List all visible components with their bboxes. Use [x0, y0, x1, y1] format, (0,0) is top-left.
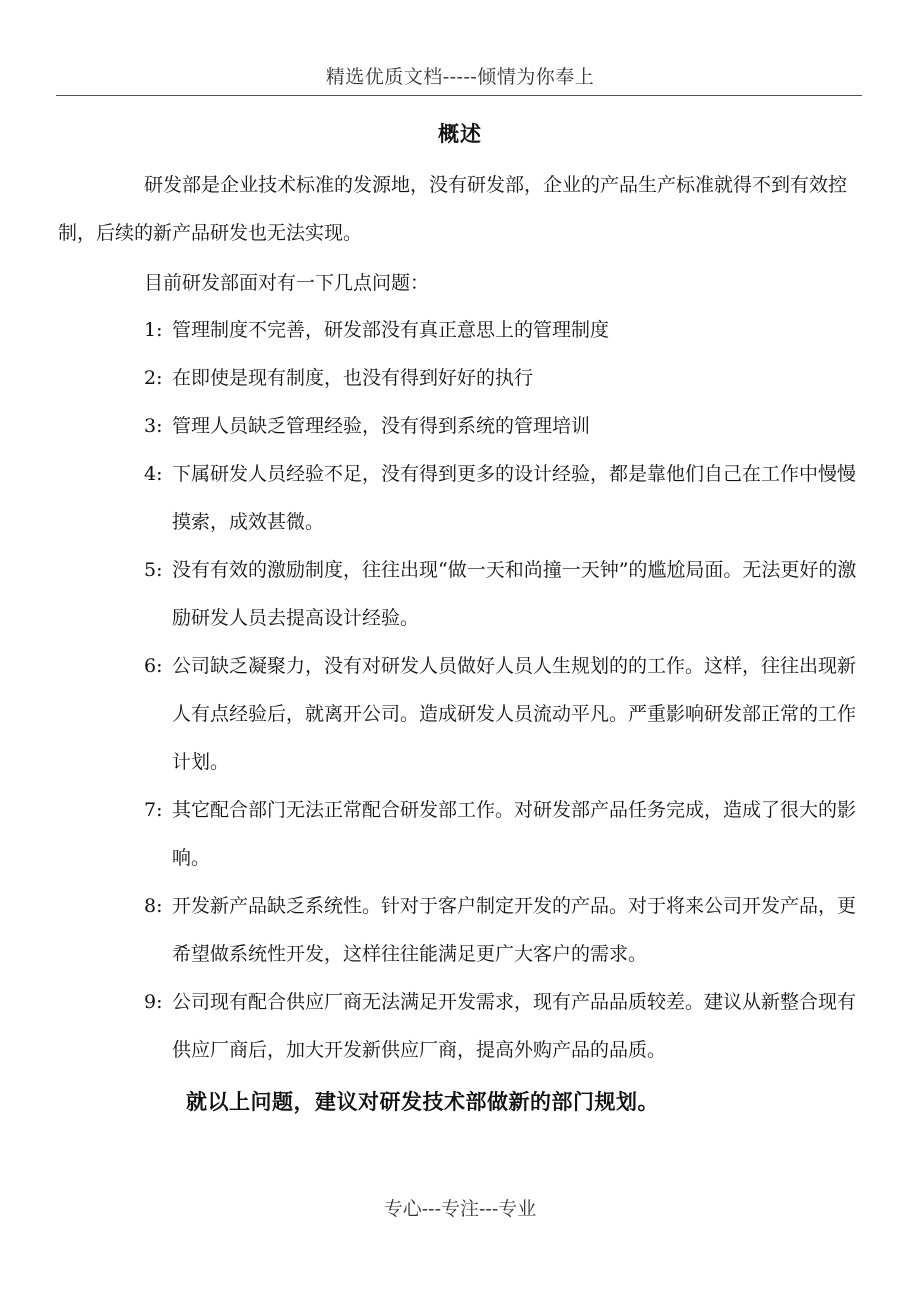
issue-item — [144, 450, 864, 546]
conclusion-statement: 就以上问题，建议对研发技术部做新的部门规划。 — [186, 1089, 659, 1114]
intro-paragraph: 研发部是企业技术标准的发源地，没有研发部，企业的产品生产标准就得不到有效控制，后续的新产品研发也无法实现。 — [58, 174, 848, 244]
page-footer: 专心---专注---专业 — [383, 1198, 537, 1220]
issue-item — [144, 306, 864, 354]
issue-text: 管理制度不完善，研发部没有真正意思上的管理制度 — [172, 319, 610, 341]
issue-text: 下属研发人员经验不足，没有得到更多的设计经验，都是靠他们自己在工作中慢慢摸索，成效甚微。 — [172, 463, 857, 533]
issue-item — [144, 402, 864, 450]
issues-heading: 目前研发部面对有一下几点问题： — [144, 272, 430, 294]
document-title: 概述 — [438, 121, 482, 146]
issue-number: 7: — [144, 799, 163, 821]
issue-number: 6: — [144, 655, 163, 677]
issue-item — [144, 978, 864, 1074]
header-divider — [56, 95, 862, 96]
issue-item — [144, 642, 864, 786]
issue-number: 8: — [144, 895, 163, 917]
issue-text: 开发新产品缺乏系统性。针对于客户制定开发的产品。对于将来公司开发产品，更希望做系统性开发，这样往往能满足更广大客户的需求。 — [172, 895, 857, 965]
issue-item — [144, 354, 864, 402]
issue-number: 9: — [144, 991, 163, 1013]
issue-number: 3: — [144, 415, 163, 437]
issue-text: 公司现有配合供应厂商无法满足开发需求，现有产品品质较差。建议从新整合现有供应厂商后，加大开发新供应厂商，提高外购产品的品质。 — [172, 991, 857, 1061]
issue-item — [144, 546, 864, 642]
issue-text: 公司缺乏凝聚力，没有对研发人员做好人员人生规划的的工作。这样，往往出现新人有点经验后，就离开公司。造成研发人员流动平凡。严重影响研发部正常的工作计划。 — [172, 655, 857, 773]
issue-text: 管理人员缺乏管理经验，没有得到系统的管理培训 — [172, 415, 591, 437]
issue-number: 2: — [144, 367, 163, 389]
issue-text: 没有有效的激励制度，往往出现“做一天和尚撞一天钟”的尴尬局面。无法更好的激励研发人员去提高设计经验。 — [172, 559, 857, 629]
issue-number: 5: — [144, 559, 163, 581]
issue-item — [144, 882, 864, 978]
issue-number: 4: — [144, 463, 163, 485]
page-header: 精选优质文档-----倾情为你奉上 — [325, 66, 595, 88]
issue-number: 1: — [144, 319, 163, 341]
issue-text: 在即使是现有制度，也没有得到好好的执行 — [172, 367, 534, 389]
issues-list — [144, 306, 864, 1074]
issue-text: 其它配合部门无法正常配合研发部工作。对研发部产品任务完成，造成了很大的影响。 — [172, 799, 857, 869]
issue-item — [144, 786, 864, 882]
